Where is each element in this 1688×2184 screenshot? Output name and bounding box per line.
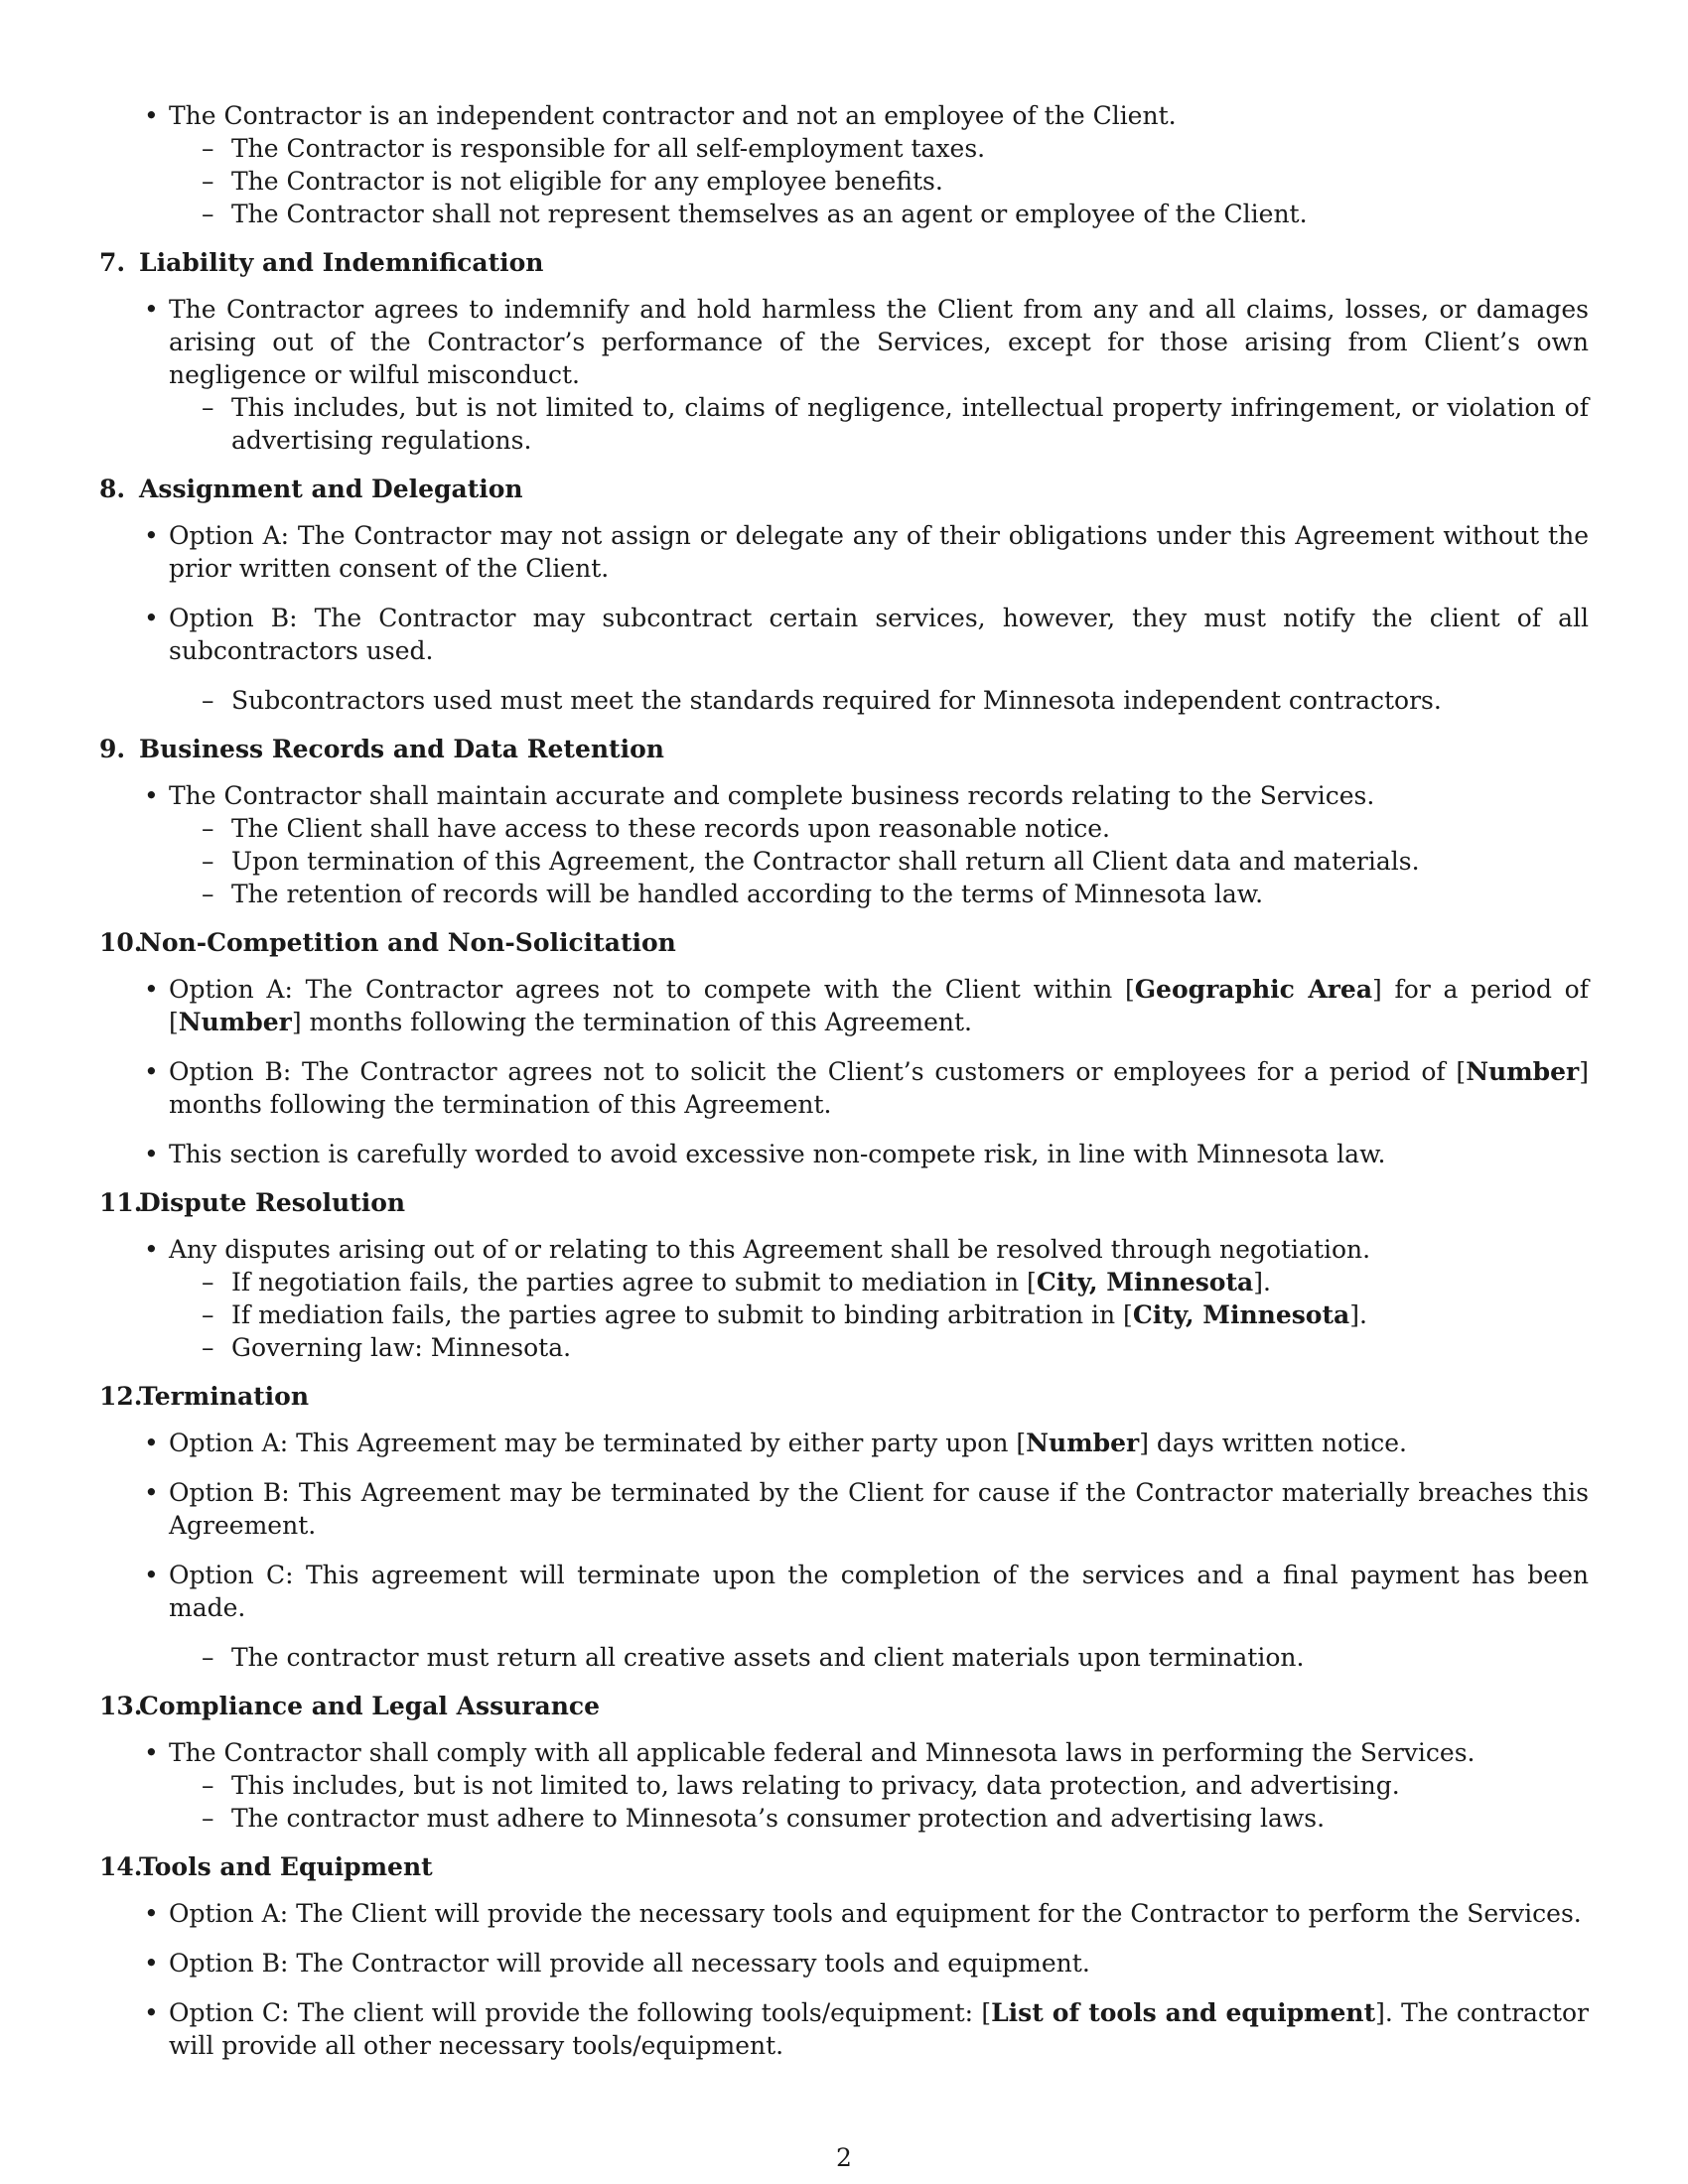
page-number: 2 (836, 2143, 852, 2172)
section-number: 12. (99, 1382, 143, 1411)
section-title: Termination (139, 1382, 310, 1411)
section-14 (99, 1850, 1589, 2062)
section-title: Compliance and Legal Assurance (139, 1692, 601, 1720)
section-number: 14. (99, 1852, 143, 1881)
placeholder-field: City, Minnesota (1132, 1300, 1350, 1329)
section-heading (99, 1850, 1589, 1883)
sub-item: – Subcontractors used must meet the standards required for Minnesota independent contractors. (202, 684, 1589, 717)
section-number: 9. (99, 735, 126, 763)
item-text: The Contractor shall comply with all applicable federal and Minnesota laws in performing the Services. (169, 1738, 1476, 1767)
sub-list (169, 812, 1589, 910)
section-number: 8. (99, 475, 126, 503)
section-9 (99, 733, 1589, 910)
sub-list (169, 391, 1589, 457)
bullet-list (144, 1427, 1589, 1674)
sub-item: – The Client shall have access to these records upon reasonable notice. (202, 812, 1589, 845)
sections-container (99, 246, 1589, 2062)
text-run: Option A: This Agreement may be terminated by either party upon [ (169, 1429, 1027, 1457)
sub-item: – The contractor must adhere to Minnesota’s consumer protection and advertising laws. (202, 1802, 1589, 1835)
sub-list (169, 132, 1589, 230)
item-text: This section is carefully worded to avoid excessive non-compete risk, in line with Minnesota law. (169, 1140, 1386, 1168)
text-run: Option C: The client will provide the following tools/equipment: [ (169, 1998, 992, 2027)
text-run: ]. (1349, 1300, 1367, 1329)
sub-item: – The retention of records will be handled according to the terms of Minnesota law. (202, 878, 1589, 910)
section-7 (99, 246, 1589, 457)
text-run: ] days written notice. (1139, 1429, 1407, 1457)
bullet-list (144, 973, 1589, 1170)
section-13 (99, 1690, 1589, 1835)
list-item (144, 1427, 1589, 1459)
sub-item: – The Contractor is responsible for all self-employment taxes. (202, 132, 1589, 165)
list-item (144, 779, 1589, 910)
sub-list (169, 1769, 1589, 1835)
section-title: Business Records and Data Retention (139, 735, 664, 763)
section-8 (99, 473, 1589, 717)
section-heading (99, 1690, 1589, 1722)
item-text: Any disputes arising out of or relating to this Agreement shall be resolved through negotiation. (169, 1235, 1371, 1264)
section-number: 13. (99, 1692, 143, 1720)
text-run: ] months following the termination of this Agreement. (169, 1057, 1589, 1119)
placeholder-field: City, Minnesota (1036, 1268, 1254, 1297)
list-item (144, 1736, 1589, 1835)
list-item (144, 1897, 1589, 1930)
placeholder-field: List of tools and equipment (991, 1998, 1376, 2027)
section-title: Liability and Indemnification (139, 248, 544, 277)
sub-item: – The Contractor is not eligible for any employee benefits. (202, 165, 1589, 198)
sub-item (202, 1266, 1589, 1298)
bullet-list (144, 293, 1589, 457)
top-continuation (144, 99, 1589, 230)
list-item (144, 519, 1589, 585)
list-item (144, 293, 1589, 457)
item-text: The Contractor shall maintain accurate and complete business records relating to the Services. (169, 781, 1375, 810)
section-number: 11. (99, 1188, 143, 1217)
sub-item: – This includes, but is not limited to, claims of negligence, intellectual property infringement, or violation of advertising regulations. (202, 391, 1589, 457)
section-title: Non-Competition and Non-Solicitation (139, 928, 676, 957)
document-content (99, 99, 1589, 2062)
item-text: Option B: This Agreement may be terminated by the Client for cause if the Contractor materially breaches this Agreement. (169, 1478, 1589, 1540)
sub-list (169, 1641, 1589, 1674)
item-text: The Contractor agrees to indemnify and hold harmless the Client from any and all claims, losses, or damages arising out of the Contractor’s performance of the Services, except for those arising from Client’s own negligence or wilful misconduct. (169, 295, 1589, 389)
text-run: Option A: The Contractor agrees not to compete with the Client within [ (169, 975, 1135, 1004)
item-text: Option B: The Contractor may subcontract certain services, however, they must notify the client of all subcontractors used. (169, 604, 1589, 665)
section-heading (99, 1380, 1589, 1413)
list-item (144, 602, 1589, 717)
section-12 (99, 1380, 1589, 1674)
text-run: If mediation fails, the parties agree to submit to binding arbitration in [ (231, 1300, 1133, 1329)
text-run: ]. The contractor will provide all other necessary tools/equipment. (169, 1998, 1589, 2060)
list-item (144, 1559, 1589, 1674)
section-title: Tools and Equipment (139, 1852, 433, 1881)
section-heading (99, 1186, 1589, 1219)
section-heading (99, 473, 1589, 505)
text-run: ] for a period of [ (169, 975, 1589, 1036)
section-title: Dispute Resolution (139, 1188, 406, 1217)
section-10 (99, 926, 1589, 1170)
section-number: 7. (99, 248, 126, 277)
text-run: Option B: The Contractor agrees not to solicit the Client’s customers or employees for a period of [ (169, 1057, 1467, 1086)
list-item (144, 1947, 1589, 1979)
placeholder-field: Number (178, 1008, 292, 1036)
section-number: 10. (99, 928, 143, 957)
placeholder-field: Geographic Area (1134, 975, 1373, 1004)
sub-list (169, 1266, 1589, 1364)
placeholder-field: Number (1026, 1429, 1140, 1457)
item-text: Option A: The Client will provide the necessary tools and equipment for the Contractor to perform the Services. (169, 1899, 1582, 1928)
list-item (144, 1996, 1589, 2062)
sub-item: – The Contractor shall not represent themselves as an agent or employee of the Client. (202, 198, 1589, 230)
section-heading (99, 733, 1589, 765)
bullet-list (144, 1736, 1589, 1835)
placeholder-field: Number (1466, 1057, 1580, 1086)
sub-item: – This includes, but is not limited to, laws relating to privacy, data protection, and advertising. (202, 1769, 1589, 1802)
section-heading (99, 926, 1589, 959)
section-heading (99, 246, 1589, 279)
text-run: If negotiation fails, the parties agree to submit to mediation in [ (231, 1268, 1037, 1297)
top-list (144, 99, 1589, 230)
section-title: Assignment and Delegation (139, 475, 523, 503)
text-run: ] months following the termination of this Agreement. (291, 1008, 972, 1036)
bullet-list (144, 1233, 1589, 1364)
sub-item (202, 1298, 1589, 1331)
item-text: Option A: The Contractor may not assign or delegate any of their obligations under this Agreement without the prior written consent of the Client. (169, 521, 1589, 583)
list-item (144, 1233, 1589, 1364)
section-11 (99, 1186, 1589, 1364)
sub-item: – Governing law: Minnesota. (202, 1331, 1589, 1364)
list-item (144, 1055, 1589, 1121)
text-run: ]. (1253, 1268, 1271, 1297)
list-item (144, 973, 1589, 1038)
bullet-list (144, 1897, 1589, 2062)
list-item (144, 1138, 1589, 1170)
item-text: Option C: This agreement will terminate upon the completion of the services and a final payment has been made. (169, 1561, 1589, 1622)
bullet-list (144, 779, 1589, 910)
list-item (144, 99, 1589, 230)
sub-item: – The contractor must return all creative assets and client materials upon termination. (202, 1641, 1589, 1674)
item-text: The Contractor is an independent contractor and not an employee of the Client. (169, 101, 1177, 130)
list-item (144, 1476, 1589, 1542)
sub-list (169, 684, 1589, 717)
sub-item: – Upon termination of this Agreement, the Contractor shall return all Client data and materials. (202, 845, 1589, 878)
bullet-list (144, 519, 1589, 717)
item-text: Option B: The Contractor will provide all necessary tools and equipment. (169, 1949, 1090, 1978)
